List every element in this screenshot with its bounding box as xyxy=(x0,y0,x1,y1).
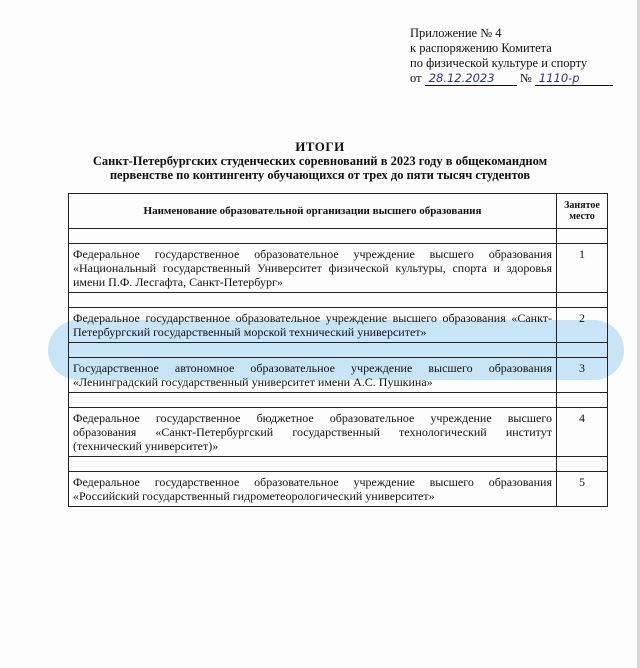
number-label: № xyxy=(519,71,532,85)
place-cell: 3 xyxy=(557,358,608,393)
appendix-date-line xyxy=(410,71,630,86)
place-cell: 1 xyxy=(557,244,608,293)
org-cell: Федеральное государственное бюджетное образовательное учреждение высшего образования «Санкт-Петербургский государственный технологический институт (технический университет)» xyxy=(69,408,557,457)
heading-line-1: Санкт-Петербургских студенческих соревнований в 2023 году в общекомандном xyxy=(92,154,548,168)
appendix-line-2: к распоряжению Комитета xyxy=(410,41,552,55)
heading-title: ИТОГИ xyxy=(295,139,345,154)
table-row xyxy=(69,408,608,457)
org-cell: Федеральное государственное образовательное учреждение высшего образования «Национальный государственный Университет физической культуры, спорта и здоровья имени П.Ф. Лесгафта, Санкт-Петербург» xyxy=(69,244,557,293)
header-place xyxy=(557,194,608,229)
place-cell: 4 xyxy=(557,408,608,457)
header-place-line-1: Занятое xyxy=(564,200,600,211)
org-cell: Федеральное государственное образовательное учреждение высшего образования «Санкт-Петербургский государственный морской технический университет» xyxy=(69,308,557,343)
spacer-row xyxy=(69,293,608,308)
table-header-row xyxy=(69,194,608,229)
appendix-line-3: по физической культуре и спорту xyxy=(410,56,588,70)
header-place-line-2: место xyxy=(569,211,595,222)
spacer-row xyxy=(69,229,608,244)
results-table xyxy=(68,193,608,507)
org-cell: Федеральное государственное образовательное учреждение высшего образования «Российский государственный гидрометеорологический университет» xyxy=(69,472,557,507)
from-label: от xyxy=(410,71,422,85)
document-heading xyxy=(60,140,580,182)
table-row xyxy=(69,308,608,343)
order-number: 1110-р xyxy=(535,72,613,86)
header-org: Наименование образовательной организации высшего образования xyxy=(69,194,557,229)
table-row xyxy=(69,472,608,507)
org-cell: Государственное автономное образовательное учреждение высшего образования «Ленинградский государственный университет имени А.С. Пушкина» xyxy=(69,358,557,393)
heading-line-2: первенстве по контингенту обучающихся от трех до пяти тысяч студентов xyxy=(109,168,531,182)
table-row xyxy=(69,358,608,393)
place-cell: 5 xyxy=(557,472,608,507)
appendix-block xyxy=(410,26,630,86)
order-date: 28.12.2023 xyxy=(425,72,517,86)
spacer-row xyxy=(69,393,608,408)
spacer-row xyxy=(69,343,608,358)
appendix-line-1: Приложение № 4 xyxy=(410,26,502,40)
spacer-row xyxy=(69,457,608,472)
place-cell: 2 xyxy=(557,308,608,343)
table-row xyxy=(69,244,608,293)
